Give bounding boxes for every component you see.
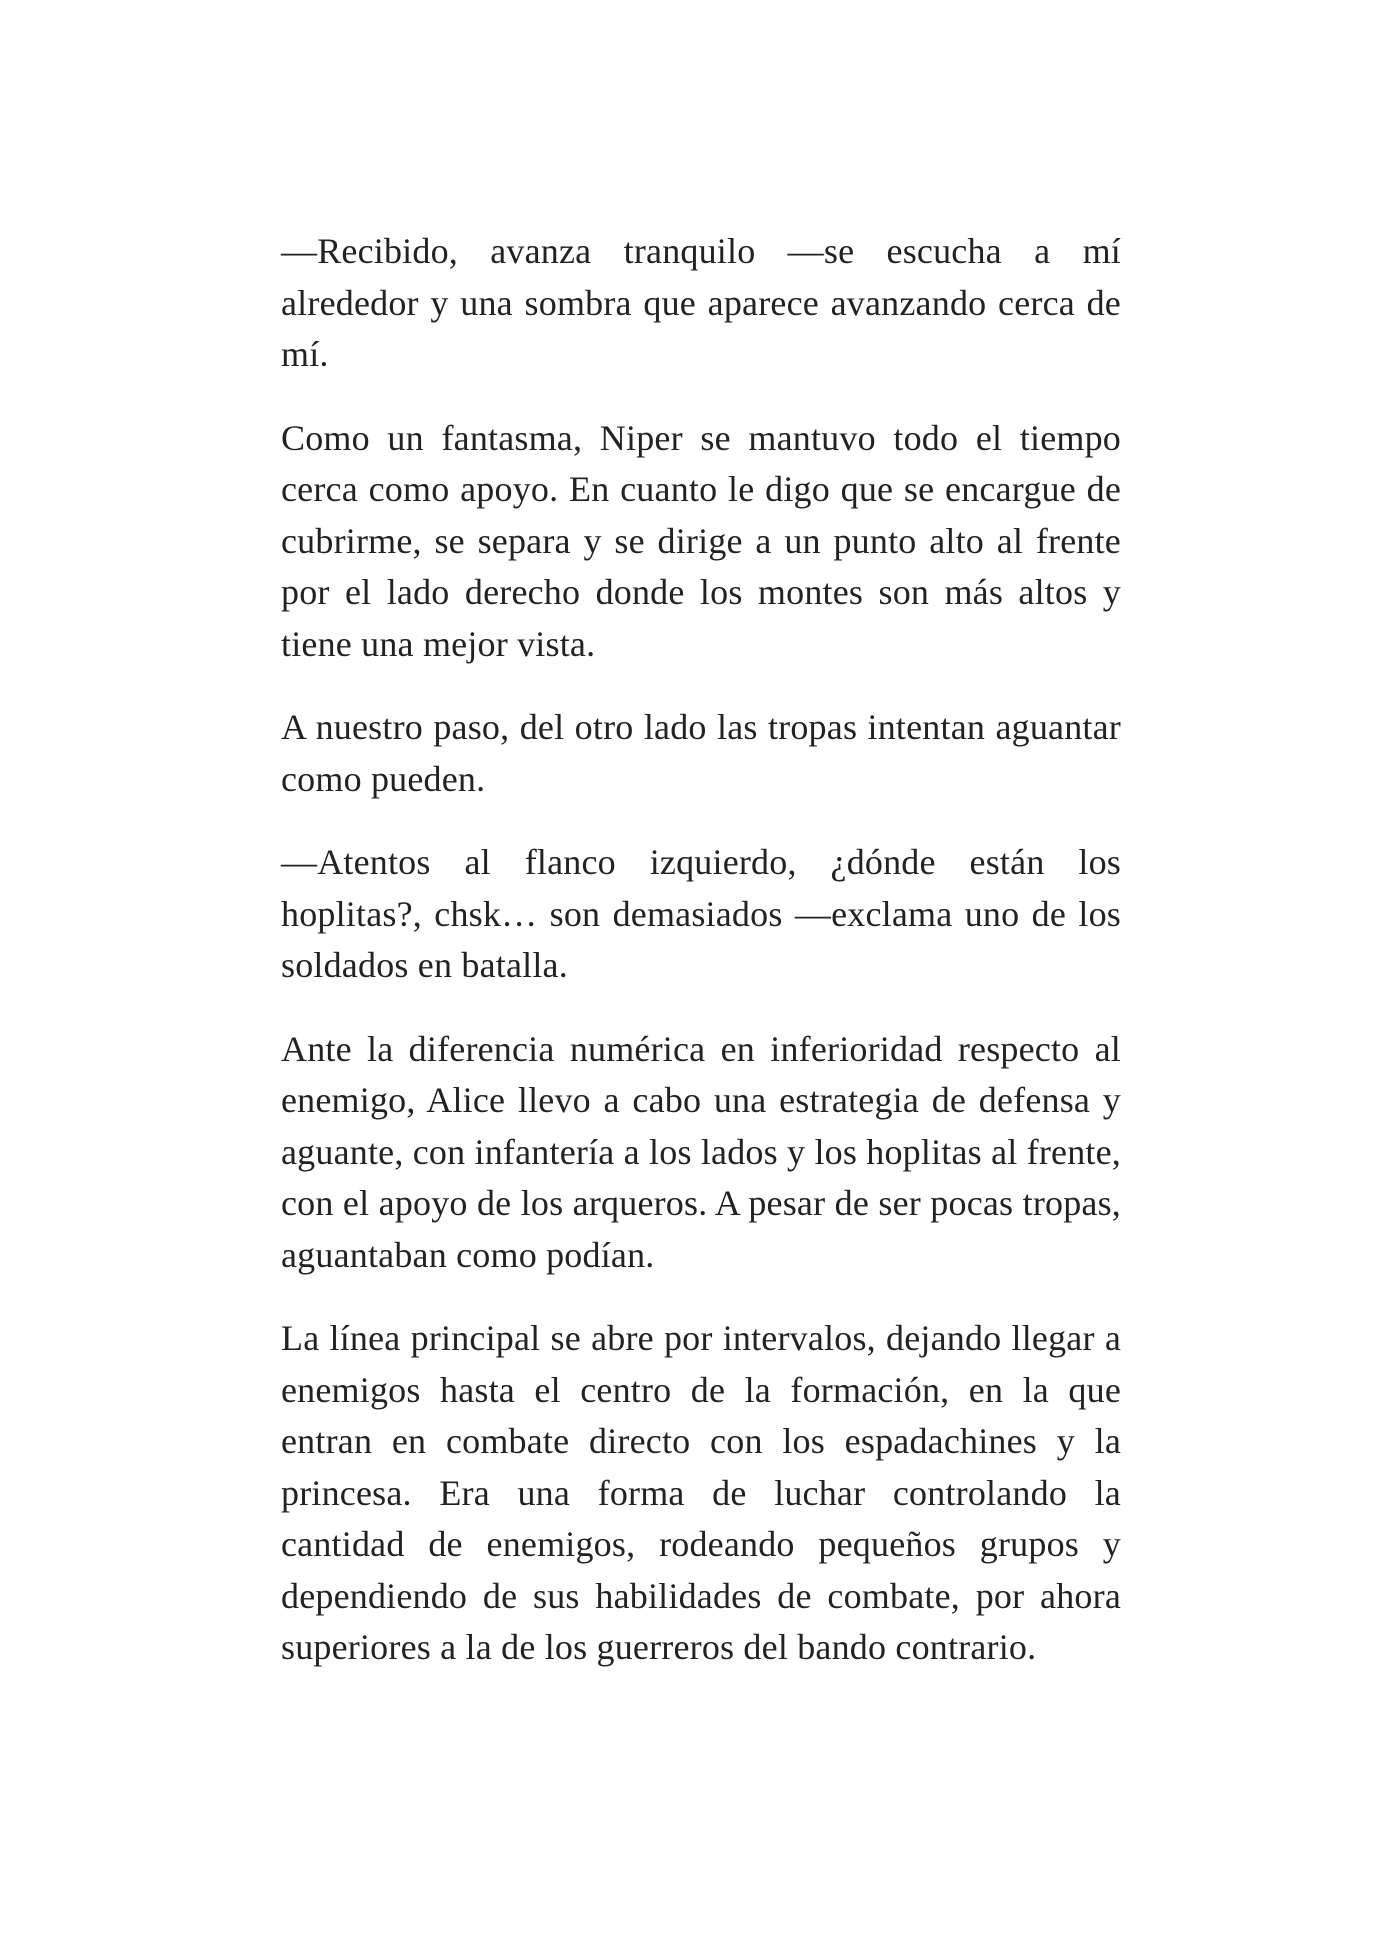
paragraph: —Recibido, avanza tranquilo —se escucha a mí alrededor y una sombra que aparece avanzando cerca de mí. xyxy=(281,231,1121,374)
page-body xyxy=(281,226,1121,1706)
paragraph: Como un fantasma, Niper se mantuvo todo el tiempo cerca como apoyo. En cuanto le digo que se encargue de cubrirme, se separa y se dirige a un punto alto al frente por el lado derecho donde los montes son más altos y tiene una mejor vista. xyxy=(281,417,1121,664)
paragraph: A nuestro paso, del otro lado las tropas intentan aguantar como pueden. xyxy=(281,707,1121,799)
paragraph: —Atentos al flanco izquierdo, ¿dónde están los hoplitas?, chsk… son demasiados —exclama uno de los soldados en batalla. xyxy=(281,842,1121,985)
paragraph: Ante la diferencia numérica en inferioridad respecto al enemigo, Alice llevo a cabo una estrategia de defensa y aguante, con infantería a los lados y los hoplitas al frente, con el apoyo de los arqueros. A pesar de ser pocas tropas, aguantaban como podían. xyxy=(281,1028,1121,1275)
paragraph: La línea principal se abre por intervalos, dejando llegar a enemigos hasta el centro de la formación, en la que entran en combate directo con los espadachines y la princesa. Era una forma de luchar controlando la cantidad de enemigos, rodeando pequeños grupos y dependiendo de sus habilidades de combate, por ahora superiores a la de los guerreros del bando contrario. xyxy=(281,1318,1121,1667)
